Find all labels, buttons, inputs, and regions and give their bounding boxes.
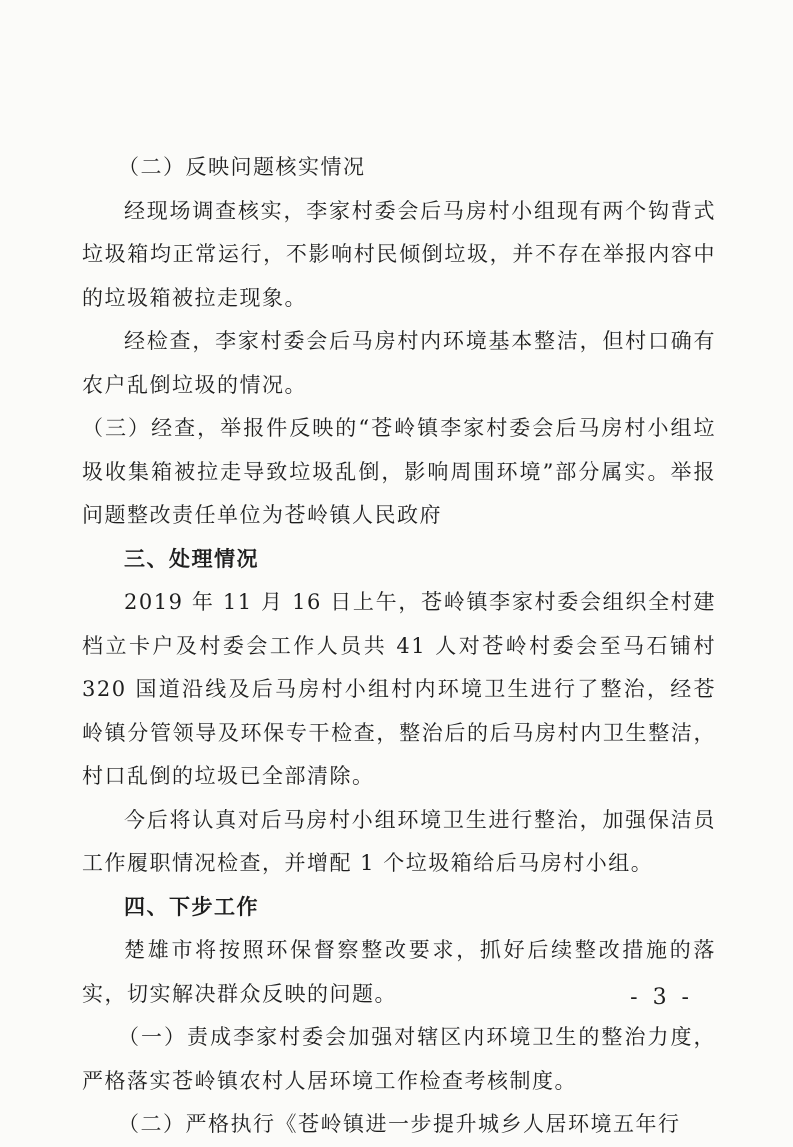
heading-next-steps: 四、下步工作 xyxy=(124,894,259,919)
paragraph-future-plan: 今后将认真对后马房村小组环境卫生进行整治，加强保洁员工作履职情况检查，并增配 1 个垃圾箱给后马房村小组。 xyxy=(82,807,716,875)
page-number: - 3 - xyxy=(630,985,693,1010)
paragraph-item-one: （一）责成李家村委会加强对辖区内环境卫生的整治力度，严格落实苍岭镇农村人居环境工作检查考核制度。 xyxy=(82,1025,716,1093)
subheading-verification: （二）反映问题核实情况 xyxy=(118,155,366,179)
body-text xyxy=(82,146,716,1147)
paragraph-rectification: 楚雄市将按照环保督察整改要求，抓好后续整改措施的落实，切实解决群众反映的问题。 xyxy=(82,938,716,1006)
paragraph-item-two: （二）严格执行《苍岭镇进一步提升城乡人居环境五年行 xyxy=(118,1112,681,1136)
heading-handling: 三、处理情况 xyxy=(124,546,259,571)
paragraph-cleanup: 2019 年 11 月 16 日上午，苍岭镇李家村委会组织全村建档立卡户及村委会工作人员共 41 人对苍岭村委会至马石铺村 320 国道沿线及后马房村小组村内环境卫生进行了整治，经苍岭镇分管领导及环保专干检查，整治后的后马房村内卫生整洁，村口乱倒的垃圾已全部清除。 xyxy=(82,590,716,788)
paragraph-inspection-result: 经现场调查核实，李家村委会后马房村小组现有两个钩背式垃圾箱均正常运行，不影响村民倾倒垃圾，并不存在举报内容中的垃圾箱被拉走现象。 xyxy=(82,198,716,310)
paragraph-finding: （三）经查，举报件反映的“苍岭镇李家村委会后马房村小组垃圾收集箱被拉走导致垃圾乱倒，影响周围环境”部分属实。举报问题整改责任单位为苍岭镇人民政府 xyxy=(82,416,716,527)
paragraph-environment-check: 经检查，李家村委会后马房村内环境基本整洁，但村口确有农户乱倒垃圾的情况。 xyxy=(82,329,716,397)
